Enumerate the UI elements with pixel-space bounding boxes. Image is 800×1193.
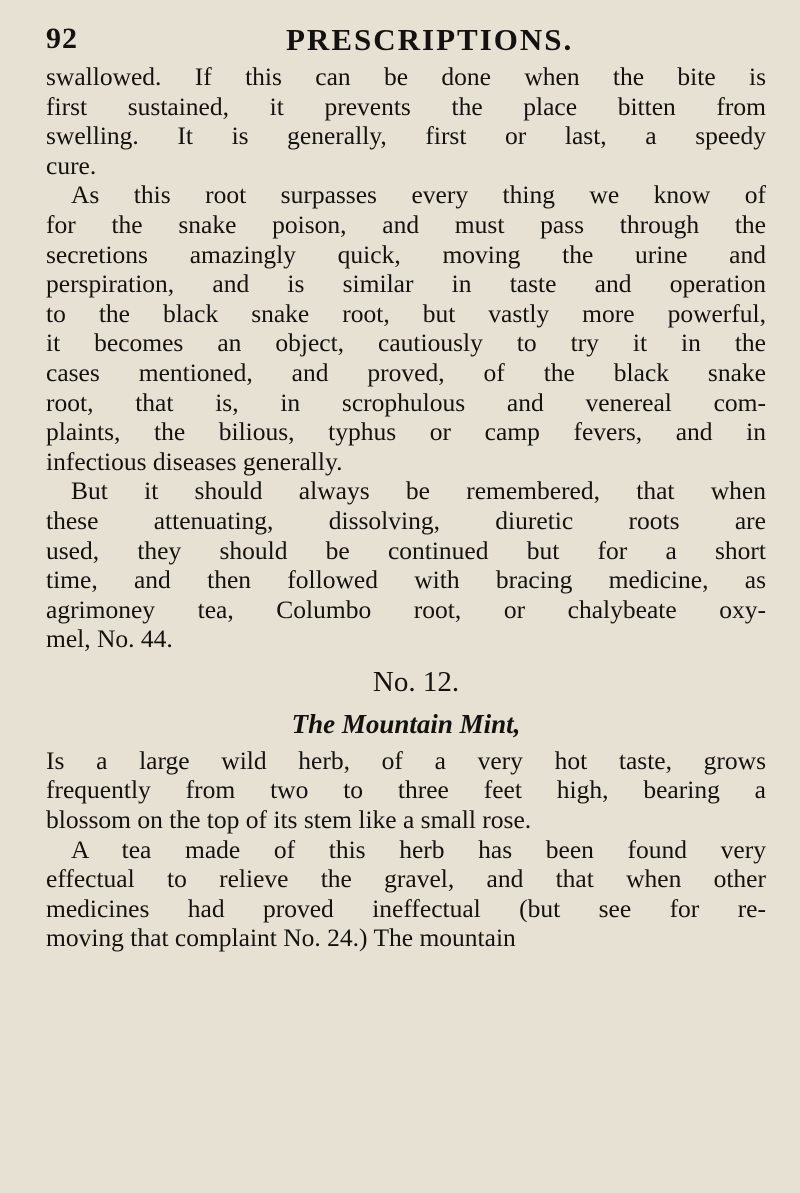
text-line: perspiration, and is similar in taste and operation	[46, 269, 766, 299]
paragraph	[46, 180, 772, 476]
text-line: agrimoney tea, Columbo root, or chalybeate oxy-	[46, 594, 766, 624]
paragraph	[46, 835, 772, 953]
text-line: infectious diseases generally.	[46, 446, 343, 476]
text-line: for the snake poison, and must pass through the	[46, 209, 766, 239]
text-line: it becomes an object, cautiously to try it in the	[46, 328, 766, 358]
text-line: cases mentioned, and proved, of the black snake	[46, 357, 766, 387]
text-line: mel, No. 44.	[46, 624, 173, 654]
text-line: first sustained, it prevents the place bitten from	[46, 91, 766, 121]
text-line: effectual to relieve the gravel, and that when other	[46, 864, 766, 894]
text-line: these attenuating, dissolving, diuretic roots are	[46, 505, 766, 535]
text-line: time, and then followed with bracing medicine, as	[46, 565, 766, 595]
text-line: to the black snake root, but vastly more powerful,	[46, 298, 766, 328]
text-line: swallowed. If this can be done when the bite is	[46, 62, 766, 91]
text-line: root, that is, in scrophulous and venereal com-	[46, 387, 766, 417]
paragraph	[46, 62, 772, 180]
paragraph	[46, 746, 772, 835]
page-number: 92	[46, 22, 78, 55]
body-text-after	[46, 746, 772, 953]
text-line: As this root surpasses every thing we know of	[71, 180, 766, 210]
text-line: used, they should be continued but for a short	[46, 535, 766, 565]
text-line: frequently from two to three feet high, bearing a	[46, 775, 766, 805]
text-line: swelling. It is generally, first or last, a speedy	[46, 121, 766, 151]
text-line: blossom on the top of its stem like a small rose.	[46, 805, 532, 835]
text-line: medicines had proved ineffectual (but see for re-	[46, 893, 766, 923]
text-line: A tea made of this herb has been found very	[71, 834, 766, 864]
section-title: The Mountain Mint,	[291, 708, 521, 739]
running-head	[46, 14, 772, 62]
section-number: No. 12.	[372, 665, 460, 698]
text-line: cure.	[46, 150, 97, 180]
running-title: PRESCRIPTIONS.	[286, 22, 574, 57]
text-line: moving that complaint No. 24.) The mountain	[46, 923, 516, 953]
body-text-before	[46, 62, 772, 654]
text-line: But it should always be remembered, that when	[71, 476, 766, 506]
paragraph	[46, 476, 772, 654]
text-line: secretions amazingly quick, moving the urine and	[46, 239, 766, 269]
text-line: plaints, the bilious, typhus or camp fevers, and in	[46, 417, 766, 447]
text-line: Is a large wild herb, of a very hot taste, grows	[46, 745, 766, 775]
